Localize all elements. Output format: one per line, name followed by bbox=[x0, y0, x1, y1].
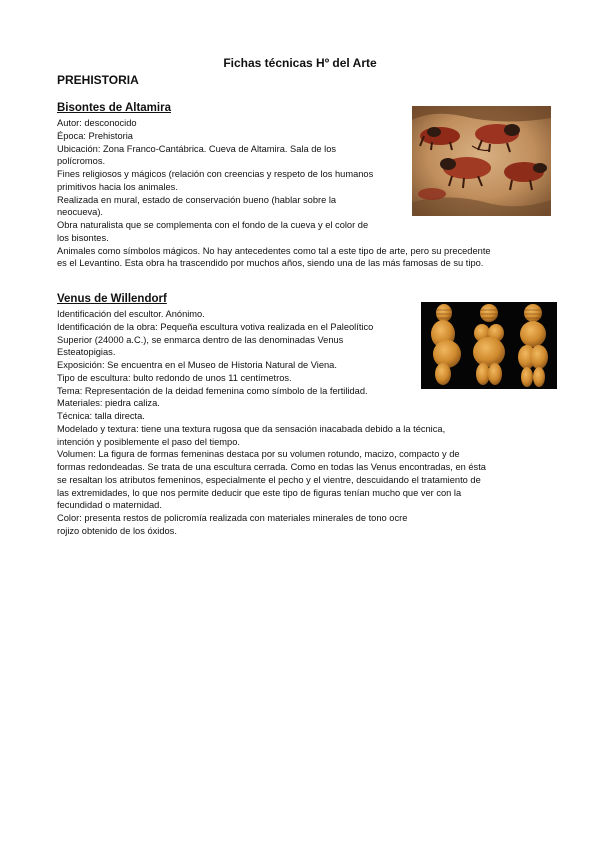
text-line: Materiales: piedra caliza. bbox=[57, 398, 160, 409]
text-line: Modelado y textura: tiene una textura rugosa que da sensación inacabada debido a la técnica, bbox=[57, 423, 446, 434]
text-line: Identificación de la obra: Pequeña escultura votiva realizada en el Paleolítico bbox=[57, 321, 374, 332]
text-line: polícromos. bbox=[57, 156, 106, 167]
text-line: es el Levantino. Esta obra ha trascendido por muchos años, siendo una de las más famosas de su tipo. bbox=[57, 258, 484, 269]
text-line: Ubicación: Zona Franco-Cantábrica. Cueva de Altamira. Sala de los bbox=[57, 143, 337, 154]
text-line: se resaltan los atributos femeninos, especialmente el pecho y el vientre, descuidando el tratamiento de bbox=[57, 474, 481, 485]
text-line: Identificación del escultor. Anónimo. bbox=[57, 309, 205, 319]
text-line: Técnica: talla directa. bbox=[57, 411, 145, 421]
section-heading: PREHISTORIA bbox=[57, 73, 139, 87]
work-title-altamira: Bisontes de Altamira bbox=[57, 102, 171, 114]
text-line: primitivos hacia los animales. bbox=[57, 181, 178, 192]
text-line: formas redondeadas. Se trata de una escultura cerrada. Como en todas las Venus encontradas, en ésta bbox=[57, 462, 486, 472]
text-line: Superior (24000 a.C.), se enmarca dentro de las denominadas Venus bbox=[57, 334, 344, 345]
venus-willendorf-photo-image bbox=[421, 302, 557, 389]
text-line: Obra naturalista que se complementa con el fondo de la cueva y el color de bbox=[57, 220, 369, 230]
text-line: Realizada en mural, estado de conservación bueno (hablar sobre la bbox=[57, 194, 337, 205]
text-line: Tipo de escultura: bulto redondo de unos 11 centímetros. bbox=[57, 372, 292, 383]
text-line: Volumen: La figura de formas femeninas destaca por su volumen rotundo, macizo, compacto y de bbox=[57, 449, 460, 460]
text-line: Esteatopigias. bbox=[57, 347, 116, 358]
work-title-venus: Venus de Willendorf bbox=[57, 293, 167, 305]
text-line: los bisontes. bbox=[57, 232, 109, 243]
text-line: Exposición: Se encuentra en el Museo de Historia Natural de Viena. bbox=[57, 360, 337, 370]
text-line: Color: presenta restos de policromía realizada con materiales minerales de tono ocre bbox=[57, 513, 408, 523]
text-line: fecundidad o maternidad. bbox=[57, 500, 162, 511]
text-line: Fines religiosos y mágicos (relación con creencias y respeto de los humanos bbox=[57, 169, 374, 179]
text-line: Época: Prehistoria bbox=[57, 130, 133, 141]
text-line: neocueva). bbox=[57, 207, 103, 218]
text-line: Tema: Representación de la deidad femenina como símbolo de la fertilidad. bbox=[57, 385, 368, 396]
page-title: Fichas técnicas Hº del Arte bbox=[223, 56, 377, 70]
text-line: rojizo obtenido de los óxidos. bbox=[57, 525, 177, 536]
text-line: Animales como símbolos mágicos. No hay antecedentes como tal a este tipo de arte, pero su precedente bbox=[57, 245, 491, 256]
altamira-bison-painting-image bbox=[412, 106, 551, 216]
text-line: Autor: desconocido bbox=[57, 118, 137, 128]
text-line: las extremidades, lo que nos permite deducir que este tipo de figuras tenían mucho que ver con la bbox=[57, 487, 462, 498]
text-line: intención y posiblemente el paso del tiempo. bbox=[57, 436, 240, 447]
